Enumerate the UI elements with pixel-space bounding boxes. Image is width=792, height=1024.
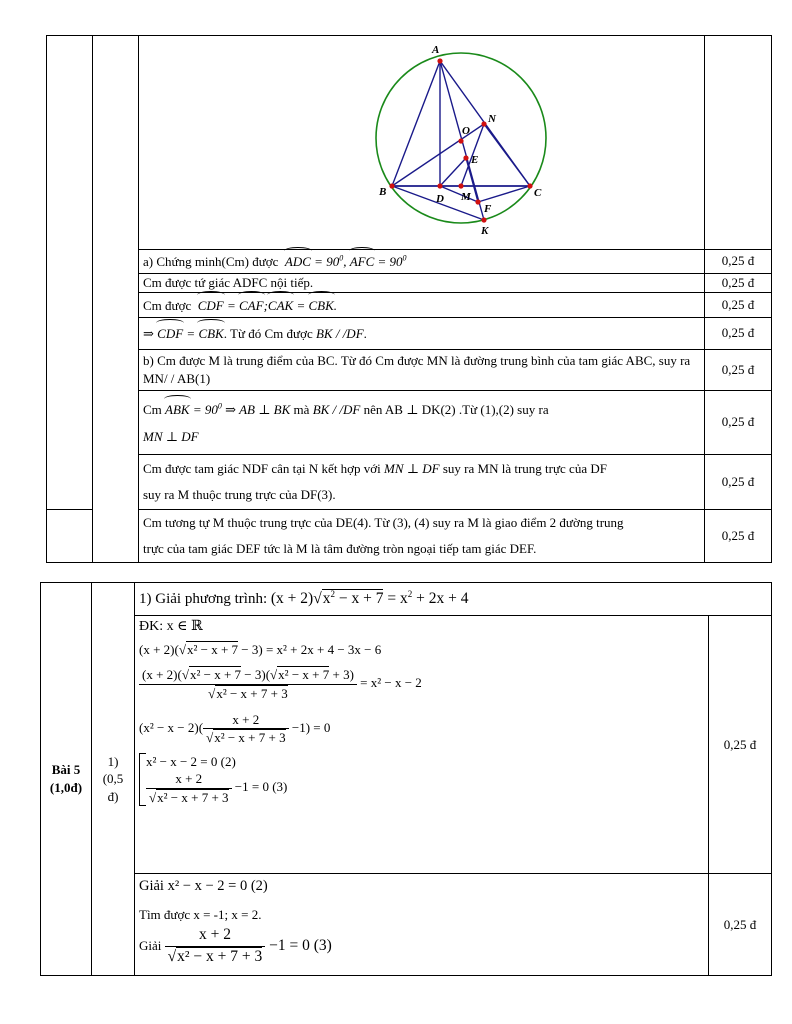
geometry-figure	[139, 36, 705, 244]
row-cyclic: Cm được tứ giác ADFC nội tiếp.	[139, 273, 705, 292]
label-a: A	[432, 44, 440, 56]
label-n: N	[488, 113, 496, 125]
solution-steps: ĐK: x ∈ ℝ (x + 2)(√x² − x + 7 − 3) = x² + 2x + 4 − 3x − 6 $\frac{\text{(x + 2)(√x² − x + 7 − 3)(√x² − x + 7 + 3)}}{\text{√x² − x + 7 + 3}}$ = x² − x − 2 (x² − x − 2)( $\frac{x + 2}{\text{√x² − x + 7 + 3}}$ −1) = 0 x² − x − 2 = 0 (2) $\frac{x + 2}{\text{√x² − x + 7 + 3}}$ −1 = 0 (3)	[135, 616, 709, 874]
row-ndf: Cm được tam giác NDF cân tại N kết hợp với MN ⊥ DF suy ra MN là trung trực của DF suy ra M thuộc trung trực của DF(3).	[139, 454, 705, 509]
bai-5-label: Bài 5 (1,0đ)	[41, 583, 92, 976]
score: 0,25 đ	[705, 292, 772, 317]
score: 0,25 đ	[705, 249, 772, 273]
label-k: K	[481, 225, 489, 237]
figure-cell	[139, 36, 705, 250]
score: 0,25 đ	[705, 317, 772, 349]
solution-table-1	[46, 35, 772, 563]
score: 0,25 đ	[705, 390, 772, 454]
label-e: E	[471, 154, 479, 166]
angle-adc: ADC	[285, 251, 311, 271]
score: 0,25 đ	[705, 273, 772, 292]
figure-score-cell	[705, 36, 772, 250]
score: 0,25 đ	[709, 874, 772, 976]
score: 0,25 đ	[705, 509, 772, 562]
part-cell	[93, 36, 139, 563]
label-b: B	[379, 186, 387, 198]
angle-afc: AFC	[350, 251, 375, 271]
row-a-text: a) Chứng minh(Cm) được ADC = $90^0$, AFC = $90^0$	[139, 249, 705, 273]
label-d: D	[436, 193, 444, 205]
label-f: F	[484, 203, 492, 215]
bai-cell-lower	[47, 509, 93, 562]
row-angles: Cm được CDF = CAF;CAK = CBK.	[139, 292, 705, 317]
fraction: $\frac{x + 2}{\text{√x² − x + 7 + 3}}$	[203, 711, 289, 747]
score: 0,25 đ	[705, 454, 772, 509]
equation-system: x² − x − 2 = 0 (2) $\frac{x + 2}{\text{√x² − x + 7 + 3}}$ −1 = 0 (3)	[139, 753, 287, 807]
solution-table-2	[40, 582, 772, 976]
score: 0,25 đ	[709, 616, 772, 874]
label-m: M	[461, 191, 471, 203]
row-parallel: ⇒ CDF = CBK. Từ đó Cm được BK / /DF.	[139, 317, 705, 349]
row-perpendicular: Cm ABK = $90^0$ ⇒ AB ⊥ BK mà BK / /DF nên AB ⊥ DK(2) .Từ (1),(2) suy ra MN ⊥ DF	[139, 390, 705, 454]
label-o: O	[462, 125, 470, 137]
row-midpoint: b) Cm được M là trung điểm của BC. Từ đó Cm được MN là đường trung bình của tam giác ABC, suy ra MN/ / AB(1)	[139, 349, 705, 390]
solution-steps-2: Giải x² − x − 2 = 0 (2) Tìm được x = -1; x = 2. Giải $\frac{x + 2}{\text{√x² − x + 7 + 3}}$ −1 = 0 (3)	[135, 874, 709, 976]
problem-title: 1) Giải phương trình: $(x + 2)√x^2 - x + 7 = x^2 + 2x + 4$	[135, 583, 772, 616]
bai-cell	[47, 36, 93, 510]
fraction: $\frac{\text{(x + 2)(√x² − x + 7 − 3)(√x² − x + 7 + 3)}}{\text{√x² − x + 7 + 3}}$	[139, 666, 357, 702]
label-c: C	[534, 187, 542, 199]
score: 0,25 đ	[705, 349, 772, 390]
part-label: 1) (0,5 đ)	[92, 583, 135, 976]
row-conclusion: Cm tương tự M thuộc trung trực của DE(4). Từ (3), (4) suy ra M là giao điểm 2 đường trung trực của tam giác DEF tức là M là tâm đường tròn ngoại tiếp tam giác DEF.	[139, 509, 705, 562]
